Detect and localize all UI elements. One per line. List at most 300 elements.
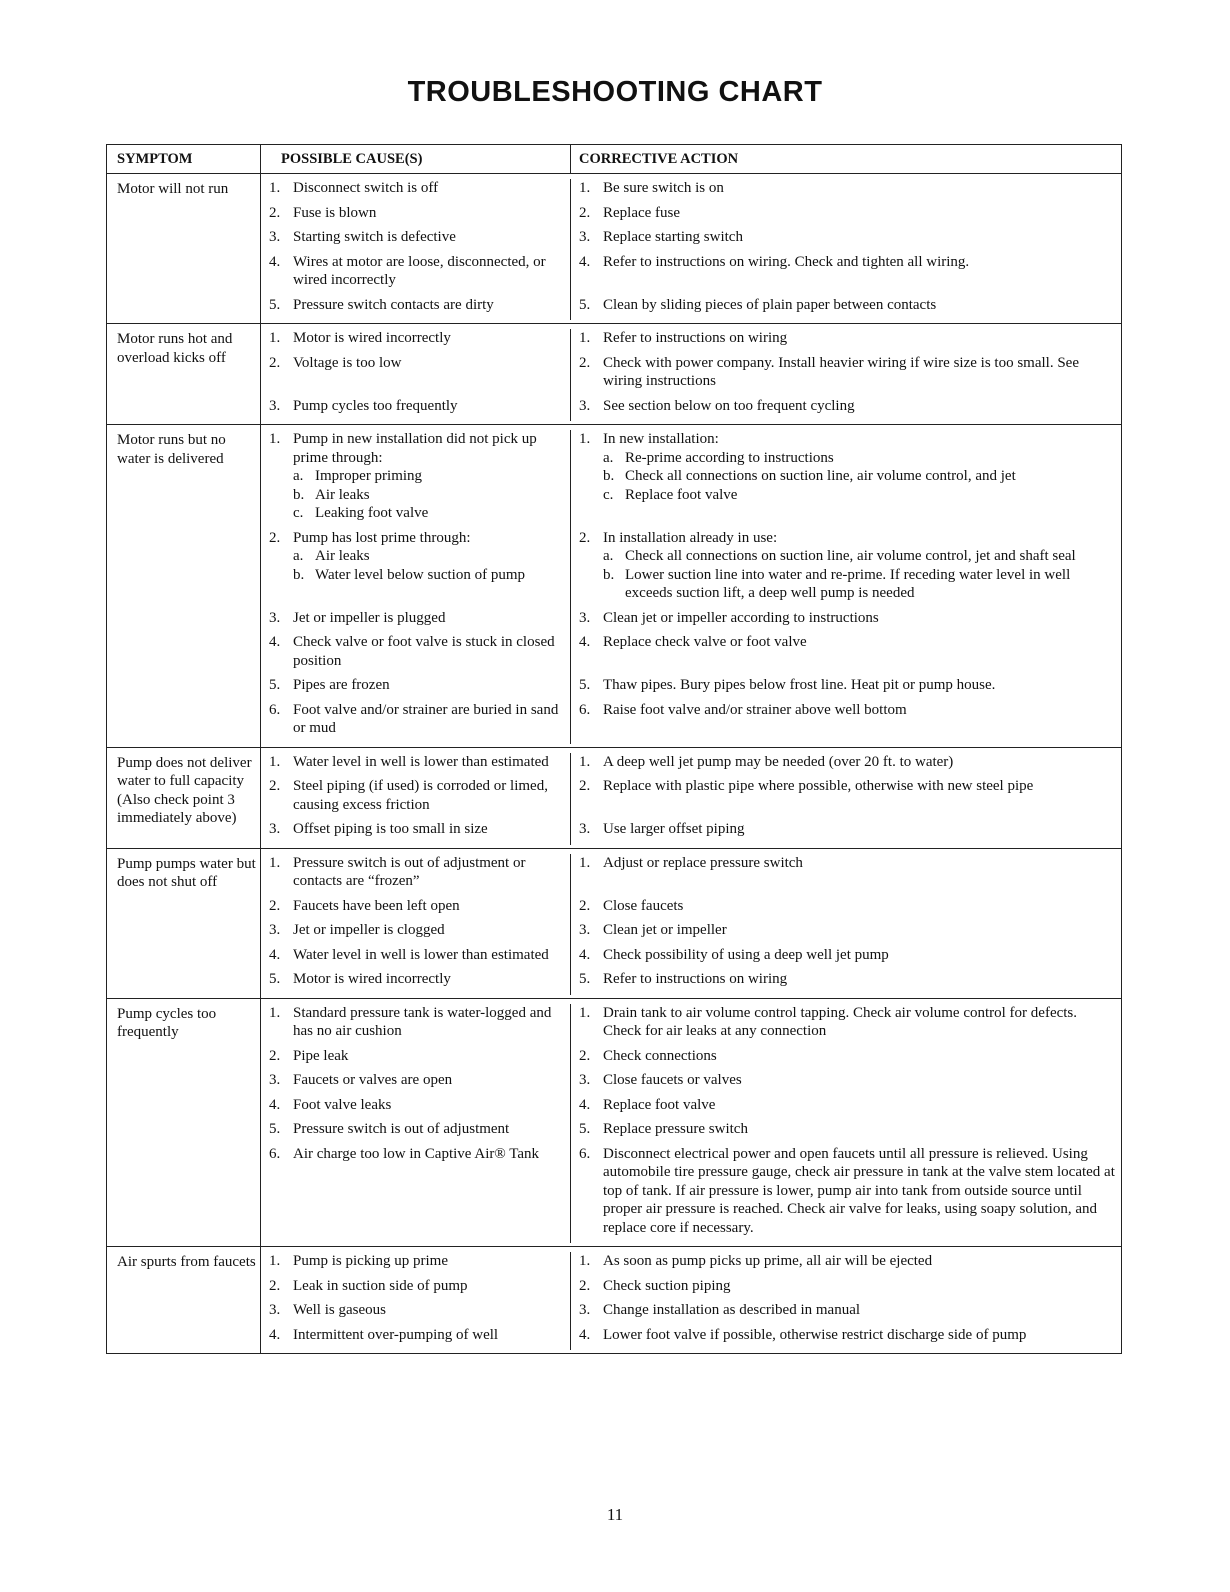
cause-cell [261, 228, 571, 253]
cause-action-pair [261, 529, 1121, 609]
item-number: 1. [269, 854, 281, 871]
action-cell [571, 529, 1121, 609]
action-main-text: As soon as pump picks up prime, all air will be ejected [603, 1253, 933, 1269]
action-text [603, 253, 1115, 290]
action-text [603, 1252, 1115, 1271]
subitem-text: Check all connections on suction line, air volume control, jet and shaft seal [625, 548, 1076, 564]
item-number: 3. [579, 397, 591, 414]
cause-main-text: Standard pressure tank is water-logged and has no air cushion [293, 1004, 552, 1039]
item-number: 6. [269, 701, 281, 718]
cause-cell [261, 921, 571, 946]
cause-main-text: Steel piping (if used) is corroded or limed, causing excess friction [293, 778, 548, 813]
cause-cell [261, 329, 571, 354]
action-main-text: Change installation as described in manual [603, 1302, 861, 1318]
action-text [603, 921, 1115, 940]
action-cell [571, 397, 1121, 422]
table-row [107, 425, 1121, 748]
item-number: 3. [579, 1302, 591, 1318]
action-main-text: Replace pressure switch [603, 1121, 748, 1137]
cause-action-pair [261, 854, 1121, 897]
action-text [603, 676, 1115, 695]
action-text [603, 897, 1115, 916]
action-cell [571, 701, 1121, 744]
item-number: 3. [269, 397, 281, 414]
item-number: 1. [579, 431, 591, 447]
item-number: 2. [579, 897, 591, 914]
cause-cell [261, 970, 571, 995]
cause-text [293, 921, 564, 940]
item-number: 3. [269, 1302, 281, 1318]
action-main-text: Replace check valve or foot valve [603, 634, 807, 650]
cause-main-text: Pipe leak [293, 1047, 349, 1064]
subitem-letter: b. [603, 566, 615, 583]
cause-action-pair [261, 228, 1121, 253]
item-number: 1. [579, 180, 591, 196]
row-items [261, 1247, 1121, 1353]
cause-text [293, 354, 564, 391]
action-main-text: In new installation: [603, 431, 719, 447]
cause-cell [261, 1277, 571, 1302]
action-cell [571, 1145, 1121, 1244]
action-cell [571, 204, 1121, 229]
subitem-letter: b. [293, 566, 305, 583]
cause-action-pair [261, 609, 1121, 634]
action-cell [571, 1004, 1121, 1047]
item-number: 2. [269, 897, 281, 914]
cause-action-pair [261, 1096, 1121, 1121]
item-number: 6. [579, 1145, 591, 1162]
item-number: 5. [579, 971, 591, 987]
cause-cell [261, 1071, 571, 1096]
cause-cell [261, 701, 571, 744]
cause-text [293, 1047, 564, 1066]
action-cell [571, 609, 1121, 634]
cause-main-text: Pressure switch contacts are dirty [293, 296, 494, 313]
item-number: 6. [269, 1145, 281, 1162]
cause-action-pair [261, 633, 1121, 676]
action-main-text: Thaw pipes. Bury pipes below frost line. Heat pit or pump house. [603, 677, 996, 693]
action-text [603, 1096, 1115, 1115]
action-text [603, 753, 1115, 772]
cause-subitem [293, 504, 564, 523]
item-number: 3. [269, 609, 281, 626]
action-text [603, 354, 1115, 391]
item-number: 5. [579, 677, 591, 693]
symptom-cell: Motor runs but no water is delivered [107, 425, 261, 747]
item-number: 4. [269, 946, 281, 963]
cause-main-text: Jet or impeller is plugged [293, 609, 446, 626]
item-number: 3. [579, 922, 591, 938]
cause-cell [261, 777, 571, 820]
action-cell [571, 1120, 1121, 1145]
cause-main-text: Disconnect switch is off [293, 180, 439, 196]
cause-cell [261, 1301, 571, 1326]
action-cell [571, 1071, 1121, 1096]
action-text [603, 430, 1115, 523]
cause-main-text: Pump is picking up prime [293, 1253, 448, 1269]
subitem-text: Water level below suction of pump [315, 566, 525, 583]
action-text [603, 1047, 1115, 1066]
action-cell [571, 921, 1121, 946]
cause-cell [261, 296, 571, 321]
cause-text [293, 1145, 564, 1238]
action-main-text: Drain tank to air volume control tapping. Check air volume control for defects. Check for air leaks at any connection [603, 1004, 1078, 1039]
symptom-cell: Motor runs hot and overload kicks off [107, 324, 261, 424]
cause-cell [261, 854, 571, 897]
symptom-cell: Air spurts from faucets [107, 1247, 261, 1353]
item-number: 2. [579, 204, 591, 221]
action-text [603, 1120, 1115, 1139]
action-main-text: Raise foot valve and/or strainer above well bottom [603, 701, 907, 718]
cause-main-text: Wires at motor are loose, disconnected, or wired incorrectly [293, 253, 546, 288]
action-text [603, 296, 1115, 315]
action-text [603, 854, 1115, 891]
action-text [603, 329, 1115, 348]
subitem-letter: b. [293, 486, 305, 503]
cause-main-text: Faucets or valves are open [293, 1072, 453, 1088]
cause-action-pair [261, 354, 1121, 397]
cause-main-text: Starting switch is defective [293, 229, 456, 245]
cause-cell [261, 609, 571, 634]
cause-main-text: Foot valve leaks [293, 1096, 392, 1113]
action-text [603, 179, 1115, 198]
cause-cell [261, 897, 571, 922]
action-text [603, 1004, 1115, 1041]
subitem-letter: b. [603, 468, 615, 484]
item-number: 2. [269, 1277, 281, 1294]
action-main-text: Replace starting switch [603, 229, 743, 245]
action-main-text: Check with power company. Install heavier wiring if wire size is too small. See wiring instructions [603, 354, 1079, 389]
item-number: 5. [269, 971, 281, 987]
action-main-text: Replace fuse [603, 204, 681, 221]
action-main-text: Check suction piping [603, 1277, 731, 1294]
cause-main-text: Pressure switch is out of adjustment or contacts are “frozen” [293, 854, 526, 889]
subitem-letter: a. [603, 548, 614, 564]
header-action: CORRECTIVE ACTION [579, 151, 739, 167]
action-cell [571, 1326, 1121, 1351]
cause-main-text: Pump in new installation did not pick up prime through: [293, 431, 537, 466]
action-text [603, 633, 1115, 670]
cause-text [293, 1301, 564, 1320]
action-text [603, 1145, 1115, 1238]
cause-text [293, 397, 564, 416]
cause-cell [261, 820, 571, 845]
action-text [603, 1326, 1115, 1345]
cause-action-pair [261, 777, 1121, 820]
action-cell [571, 1096, 1121, 1121]
cause-text [293, 1120, 564, 1139]
cause-cell [261, 633, 571, 676]
item-number: 4. [269, 253, 281, 270]
cause-action-pair [261, 1145, 1121, 1244]
cause-action-pair [261, 296, 1121, 321]
subitem-text: Improper priming [315, 468, 423, 484]
item-number: 2. [579, 529, 591, 546]
action-text [603, 529, 1115, 603]
action-cell [571, 633, 1121, 676]
action-main-text: A deep well jet pump may be needed (over 20 ft. to water) [603, 753, 954, 770]
item-number: 4. [269, 634, 281, 650]
action-main-text: Close faucets [603, 897, 684, 914]
action-subitem [603, 547, 1115, 566]
action-cell [571, 253, 1121, 296]
cause-cell [261, 204, 571, 229]
cause-main-text: Check valve or foot valve is stuck in closed position [293, 634, 555, 669]
item-number: 1. [269, 180, 281, 196]
cause-text [293, 609, 564, 628]
cause-action-pair [261, 1301, 1121, 1326]
table-row [107, 748, 1121, 849]
item-number: 3. [579, 229, 591, 245]
action-subitem [603, 467, 1115, 486]
action-main-text: Clean by sliding pieces of plain paper between contacts [603, 296, 937, 313]
action-text [603, 609, 1115, 628]
cause-text [293, 753, 564, 772]
item-number: 5. [579, 1121, 591, 1137]
item-number: 2. [269, 778, 281, 794]
item-number: 1. [579, 753, 591, 770]
cause-action-pair [261, 676, 1121, 701]
symptom-cell: Pump cycles too frequently [107, 999, 261, 1247]
action-text [603, 946, 1115, 965]
cause-text [293, 529, 564, 603]
cause-cell [261, 179, 571, 204]
subitem-text: Air leaks [315, 548, 370, 564]
action-subitem [603, 566, 1115, 603]
cause-text [293, 253, 564, 290]
action-cell [571, 1047, 1121, 1072]
item-number: 5. [579, 296, 591, 313]
row-items [261, 425, 1121, 747]
item-number: 3. [579, 609, 591, 626]
cause-action-pair [261, 179, 1121, 204]
action-main-text: Adjust or replace pressure switch [603, 854, 803, 871]
item-number: 5. [269, 296, 281, 313]
cause-main-text: Air charge too low in Captive Air® Tank [293, 1145, 539, 1162]
action-cell [571, 1252, 1121, 1277]
action-text [603, 397, 1115, 416]
row-items [261, 324, 1121, 424]
cause-text [293, 854, 564, 891]
item-number: 1. [579, 1253, 591, 1269]
item-number: 4. [579, 946, 591, 963]
subitem-letter: a. [603, 449, 614, 466]
action-main-text: Be sure switch is on [603, 180, 724, 196]
action-cell [571, 1301, 1121, 1326]
item-number: 1. [269, 431, 281, 447]
action-text [603, 1071, 1115, 1090]
action-text [603, 701, 1115, 738]
cause-main-text: Well is gaseous [293, 1302, 386, 1318]
item-number: 1. [579, 330, 591, 346]
item-number: 2. [269, 1047, 281, 1064]
table-row [107, 174, 1121, 324]
cause-main-text: Motor is wired incorrectly [293, 971, 451, 987]
subitem-text: Leaking foot valve [315, 505, 429, 521]
cause-action-pair [261, 753, 1121, 778]
table-header [107, 145, 1121, 174]
action-main-text: Check connections [603, 1047, 717, 1064]
cause-cell [261, 946, 571, 971]
item-number: 6. [579, 701, 591, 718]
subitem-letter: c. [603, 486, 614, 503]
item-number: 2. [579, 1277, 591, 1294]
action-cell [571, 777, 1121, 820]
cause-cell [261, 1326, 571, 1351]
item-number: 4. [579, 634, 591, 650]
cause-cell [261, 1004, 571, 1047]
cause-cell [261, 753, 571, 778]
cause-action-pair [261, 1277, 1121, 1302]
action-cell [571, 946, 1121, 971]
cause-action-pair [261, 820, 1121, 845]
action-cell [571, 753, 1121, 778]
symptom-cell: Pump pumps water but does not shut off [107, 849, 261, 998]
action-main-text: Refer to instructions on wiring [603, 971, 788, 987]
cause-action-pair [261, 1004, 1121, 1047]
item-number: 3. [269, 922, 281, 938]
cause-cell [261, 430, 571, 529]
subitem-text: Air leaks [315, 486, 370, 503]
cause-text [293, 179, 564, 198]
action-cell [571, 179, 1121, 204]
action-main-text: See section below on too frequent cycling [603, 397, 855, 414]
cause-text [293, 1071, 564, 1090]
item-number: 2. [579, 1047, 591, 1064]
item-number: 4. [579, 1326, 591, 1343]
header-cause: POSSIBLE CAUSE(S) [261, 145, 571, 173]
page-title: TROUBLESHOOTING CHART [407, 76, 823, 108]
cause-main-text: Offset piping is too small in size [293, 821, 488, 837]
item-number: 1. [269, 753, 281, 770]
row-items [261, 999, 1121, 1247]
subitem-letter: c. [293, 505, 304, 521]
troubleshooting-table [106, 144, 1122, 1354]
cause-subitem [293, 547, 564, 566]
subitem-text: Lower suction line into water and re-prime. If receding water level in well exceeds suction lift, a deep well pump is needed [625, 566, 1071, 601]
row-items [261, 849, 1121, 998]
item-number: 3. [269, 229, 281, 245]
cause-text [293, 296, 564, 315]
cause-action-pair [261, 329, 1121, 354]
item-number: 2. [579, 778, 591, 794]
symptom-cell: Motor will not run [107, 174, 261, 323]
cause-main-text: Leak in suction side of pump [293, 1277, 468, 1294]
cause-text [293, 633, 564, 670]
action-cell [571, 354, 1121, 397]
action-text [603, 1277, 1115, 1296]
cause-cell [261, 1047, 571, 1072]
action-cell [571, 329, 1121, 354]
cause-text [293, 777, 564, 814]
subitem-letter: a. [293, 468, 304, 484]
cause-cell [261, 529, 571, 609]
item-number: 2. [579, 354, 591, 371]
table-row [107, 324, 1121, 425]
cause-subitem [293, 486, 564, 505]
item-number: 2. [269, 204, 281, 221]
cause-main-text: Water level in well is lower than estimated [293, 946, 549, 963]
cause-main-text: Foot valve and/or strainer are buried in sand or mud [293, 701, 559, 736]
action-cell [571, 897, 1121, 922]
cause-text [293, 1277, 564, 1296]
cause-cell [261, 1145, 571, 1244]
cause-text [293, 946, 564, 965]
action-main-text: Replace with plastic pipe where possible, otherwise with new steel pipe [603, 778, 1034, 794]
item-number: 2. [269, 529, 281, 546]
cause-main-text: Motor is wired incorrectly [293, 330, 451, 346]
cause-text [293, 204, 564, 223]
item-number: 4. [579, 1096, 591, 1113]
cause-cell [261, 397, 571, 422]
cause-action-pair [261, 701, 1121, 744]
item-number: 5. [269, 1121, 281, 1137]
cause-cell [261, 1120, 571, 1145]
action-text [603, 1301, 1115, 1320]
cause-cell [261, 1252, 571, 1277]
cause-text [293, 897, 564, 916]
cause-action-pair [261, 921, 1121, 946]
action-main-text: Refer to instructions on wiring [603, 330, 788, 346]
item-number: 5. [269, 677, 281, 693]
subitem-text: Check all connections on suction line, air volume control, and jet [625, 468, 1016, 484]
table-row [107, 849, 1121, 999]
cause-main-text: Pipes are frozen [293, 677, 390, 693]
cause-action-pair [261, 1120, 1121, 1145]
action-cell [571, 228, 1121, 253]
cause-main-text: Pump has lost prime through: [293, 529, 471, 546]
page-number: 11 [606, 1505, 624, 1524]
header-symptom: SYMPTOM [107, 145, 261, 173]
cause-cell [261, 1096, 571, 1121]
cause-action-pair [261, 430, 1121, 529]
cause-main-text: Fuse is blown [293, 204, 377, 221]
item-number: 1. [269, 1253, 281, 1269]
subitem-text: Re-prime according to instructions [625, 449, 834, 466]
action-main-text: Refer to instructions on wiring. Check and tighten all wiring. [603, 253, 970, 270]
item-number: 1. [579, 1004, 591, 1021]
item-number: 3. [579, 821, 591, 837]
item-number: 1. [269, 1004, 281, 1021]
cause-cell [261, 354, 571, 397]
cause-cell [261, 676, 571, 701]
action-cell [571, 820, 1121, 845]
cause-main-text: Intermittent over-pumping of well [293, 1326, 499, 1343]
item-number: 4. [579, 253, 591, 270]
cause-action-pair [261, 946, 1121, 971]
cause-action-pair [261, 1326, 1121, 1351]
action-subitem [603, 449, 1115, 468]
action-text [603, 228, 1115, 247]
action-main-text: Use larger offset piping [603, 821, 745, 837]
cause-action-pair [261, 1071, 1121, 1096]
action-cell [571, 430, 1121, 529]
cause-main-text: Voltage is too low [293, 354, 402, 371]
item-number: 3. [269, 821, 281, 837]
action-cell [571, 854, 1121, 897]
item-number: 4. [269, 1326, 281, 1343]
action-cell [571, 1277, 1121, 1302]
action-main-text: Close faucets or valves [603, 1072, 742, 1088]
cause-text [293, 820, 564, 839]
action-main-text: Replace foot valve [603, 1096, 716, 1113]
action-cell [571, 970, 1121, 995]
cause-action-pair [261, 1047, 1121, 1072]
cause-text [293, 1096, 564, 1115]
action-text [603, 204, 1115, 223]
action-text [603, 777, 1115, 814]
action-main-text: Clean jet or impeller [603, 922, 727, 938]
